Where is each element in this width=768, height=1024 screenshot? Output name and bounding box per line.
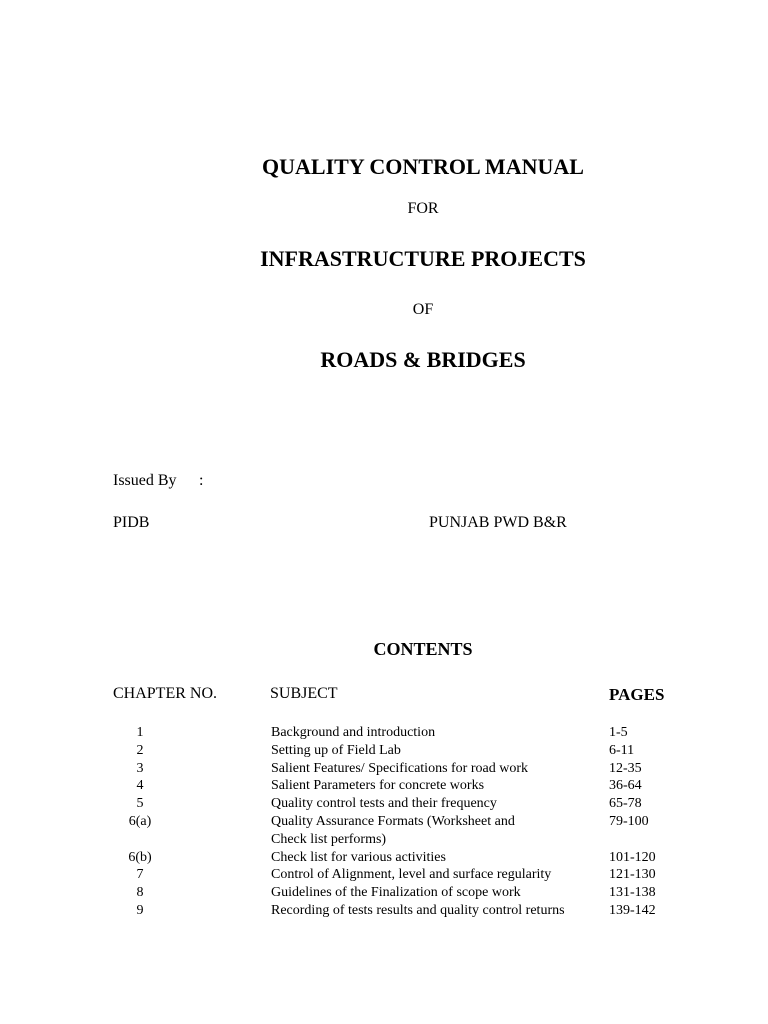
chapter-pages: 1-5 — [609, 725, 628, 740]
contents-row — [0, 866, 768, 884]
chapter-number: 9 — [136, 902, 144, 918]
chapter-subject-line: Salient Parameters for concrete works — [271, 778, 485, 794]
chapter-subject-line: Check list performs) — [271, 831, 387, 847]
chapter-subject-line: Check list for various activities — [271, 849, 446, 865]
chapter-pages: 6-11 — [609, 742, 635, 758]
chapter-pages: 131-138 — [609, 885, 656, 901]
chapter-subject-line: Recording of tests results and quality control returns — [271, 902, 565, 918]
chapter-pages: 12-35 — [609, 760, 642, 776]
issued-by-colon: : — [199, 472, 204, 489]
chapter-subject — [271, 742, 601, 760]
chapter-subject — [271, 777, 601, 795]
chapter-pages: 65-78 — [609, 796, 642, 812]
chapter-number: 7 — [136, 867, 144, 883]
chapter-subject — [271, 866, 601, 884]
chapter-subject — [271, 902, 601, 920]
chapter-subject — [271, 849, 601, 867]
contents-table — [0, 724, 768, 920]
chapter-number: 1 — [136, 725, 144, 740]
chapter-subject — [271, 813, 601, 849]
column-header-subject: SUBJECT — [270, 685, 338, 702]
contents-row — [0, 777, 768, 795]
chapter-number: 5 — [136, 796, 144, 812]
document-title: QUALITY CONTROL MANUAL — [262, 154, 584, 179]
chapter-number: 2 — [136, 742, 144, 758]
contents-row — [0, 795, 768, 813]
chapter-pages: 139-142 — [609, 902, 656, 918]
document-subtitle: INFRASTRUCTURE PROJECTS — [260, 246, 586, 271]
of-text: OF — [412, 301, 434, 318]
chapter-pages: 79-100 — [609, 813, 649, 829]
contents-row — [0, 724, 768, 742]
contents-row — [0, 884, 768, 902]
chapter-subject — [271, 724, 601, 742]
issued-by-label: Issued By — [113, 472, 177, 489]
chapter-subject — [271, 760, 601, 778]
chapter-number: 8 — [136, 885, 144, 901]
chapter-pages: 101-120 — [609, 849, 656, 865]
chapter-subject-line: Guidelines of the Finalization of scope work — [271, 885, 521, 901]
for-text: FOR — [407, 200, 439, 217]
contents-heading: CONTENTS — [373, 639, 473, 659]
contents-row — [0, 902, 768, 920]
issuer-punjab-pwd: PUNJAB PWD B&R — [429, 514, 567, 531]
column-header-chapter: CHAPTER NO. — [113, 685, 218, 702]
chapter-pages: 121-130 — [609, 867, 656, 883]
chapter-subject-line: Control of Alignment, level and surface regularity — [271, 867, 552, 883]
chapter-number: 6(b) — [128, 849, 152, 865]
chapter-number: 3 — [136, 760, 144, 776]
issuer-pidb: PIDB — [113, 514, 150, 531]
chapter-subject — [271, 884, 601, 902]
chapter-subject-line: Salient Features/ Specifications for road work — [271, 760, 528, 776]
contents-row — [0, 742, 768, 760]
chapter-number: 6(a) — [128, 813, 152, 829]
chapter-subject — [271, 795, 601, 813]
chapter-number: 4 — [136, 778, 144, 794]
contents-row — [0, 760, 768, 778]
contents-row — [0, 849, 768, 867]
chapter-pages: 36-64 — [609, 778, 642, 794]
column-header-pages: PAGES — [609, 685, 665, 704]
chapter-subject-line: Setting up of Field Lab — [271, 742, 401, 758]
chapter-subject-line: Quality control tests and their frequency — [271, 796, 497, 812]
chapter-subject-line: Quality Assurance Formats (Worksheet and — [271, 813, 515, 829]
contents-row — [0, 813, 768, 849]
document-scope: ROADS & BRIDGES — [320, 347, 526, 372]
chapter-subject-line: Background and introduction — [271, 725, 436, 740]
